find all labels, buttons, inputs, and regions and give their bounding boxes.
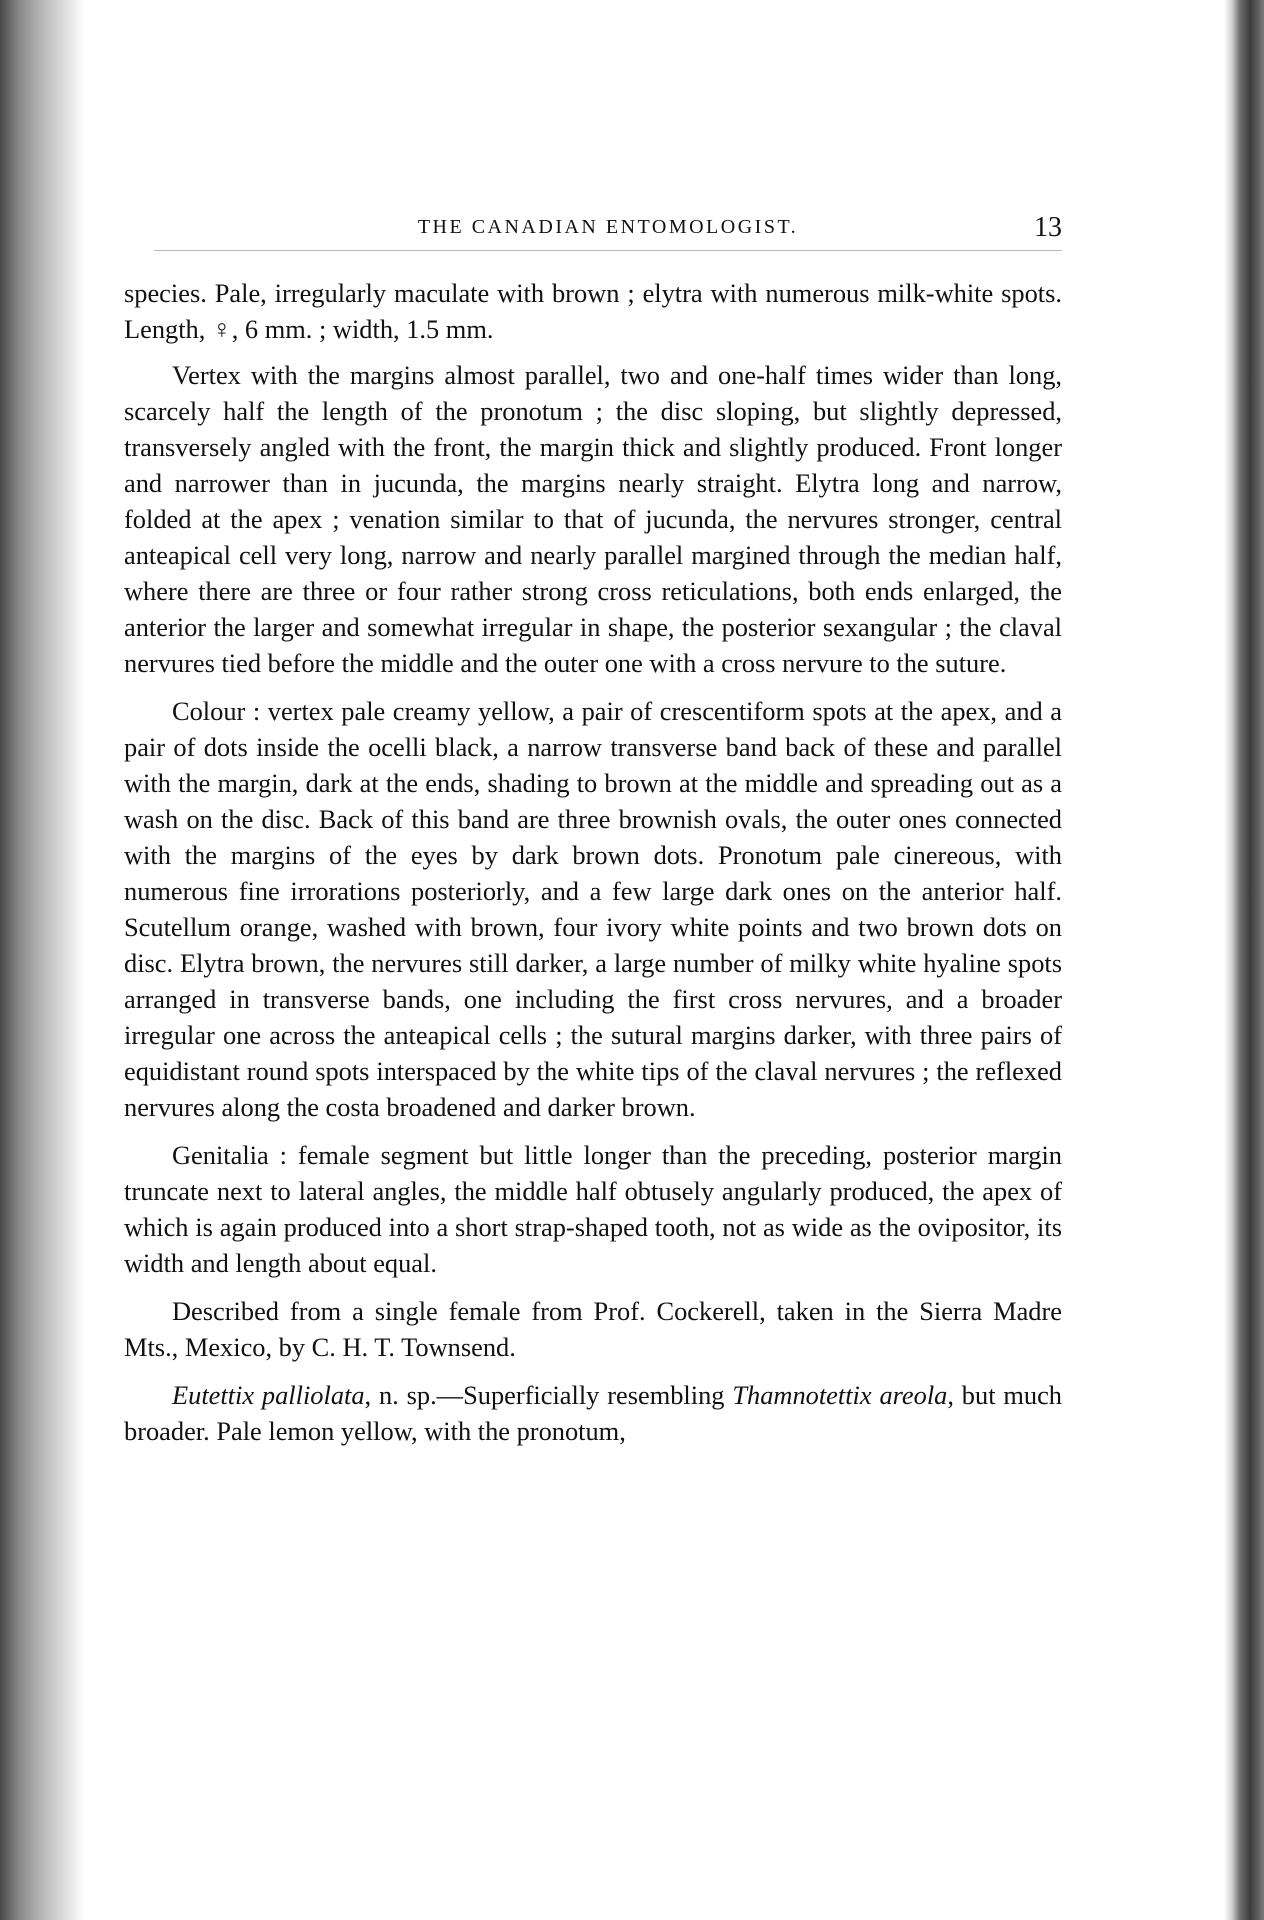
species-intro-text: , n. sp.—Superficially resembling bbox=[364, 1380, 733, 1410]
paragraph-species-summary: species. Pale, irregularly maculate with brown ; elytra with numerous milk-white spots. Length, ♀, 6 mm. ; width, 1.5 mm. bbox=[124, 278, 1062, 344]
paragraph-colour: Colour : vertex pale creamy yellow, a pair of crescentiform spots at the apex, and a pair of dots inside the ocelli black, a narrow transverse band back of these and parallel with the margin, dark at the ends, shading to brown at the middle and spreading out as a wash on the disc. Back of this band are three brownish ovals, the outer ones connected with the margins of the eyes by dark brown dots. Pronotum pale cinereous, with numerous fine irrorations posteriorly, and a few large dark ones on the anterior half. Scutellum orange, washed with brown, four ivory white points and two brown dots on disc. Elytra brown, the nervures still darker, a large number of milky white hyaline spots arranged in transverse bands, one including the first cross nervures, and a broader irregular one across the anteapical cells ; the sutural margins darker, with three pairs of equidistant round spots interspaced by the white tips of the claval nervures ; the reflexed nervures along the costa broadened and darker brown. bbox=[124, 696, 1062, 1122]
page-content bbox=[124, 210, 1062, 1459]
species-description-text: , but much broader. Pale lemon yellow, with the pronotum, bbox=[124, 1380, 1063, 1446]
paragraph-genitalia: Genitalia : female segment but little longer than the preceding, posterior margin truncate next to lateral angles, the middle half obtusely angularly produced, the apex of which is again produced into a short strap-shaped tooth, not as wide as the ovipositor, its width and length about equal. bbox=[124, 1140, 1062, 1278]
species-name: Eutettix palliolata bbox=[172, 1380, 365, 1410]
paragraph-vertex-text: Vertex with the margins almost parallel, two and one-half times wider than long, scarcely half the length of the pronotum ; the disc sloping, but slightly depressed, transversely angled with the front, the margin thick and slightly produced. Front longer and narrower than in jucunda, the margins nearly straight. Elytra long and narrow, folded at the apex ; venation similar to that of jucunda, the nervures stronger, central anteapical cell very long, narrow and nearly parallel margined through the median half, where there are three or four rather strong cross reticulations, both ends enlarged, the anterior the larger and somewhat irregular in shape, the posterior sexangular ; the claval nervures tied before the middle and the outer one with a cross nervure to the suture. bbox=[124, 360, 1062, 678]
page-header bbox=[154, 210, 1062, 251]
body-text bbox=[124, 275, 1062, 1449]
paragraph-new-species bbox=[124, 1377, 1062, 1449]
paragraph-described-from: Described from a single female from Prof. Cockerell, taken in the Sierra Madre Mts., Mexico, by C. H. T. Townsend. bbox=[124, 1296, 1062, 1362]
page-edge-shadow bbox=[1224, 0, 1264, 1920]
running-head: THE CANADIAN ENTOMOLOGIST. bbox=[417, 216, 799, 238]
page-binding-shadow bbox=[0, 0, 84, 1920]
paragraph-vertex bbox=[124, 357, 1062, 681]
compared-species-name: Thamnotettix areola bbox=[732, 1380, 948, 1410]
page-number: 13 bbox=[1034, 212, 1062, 243]
